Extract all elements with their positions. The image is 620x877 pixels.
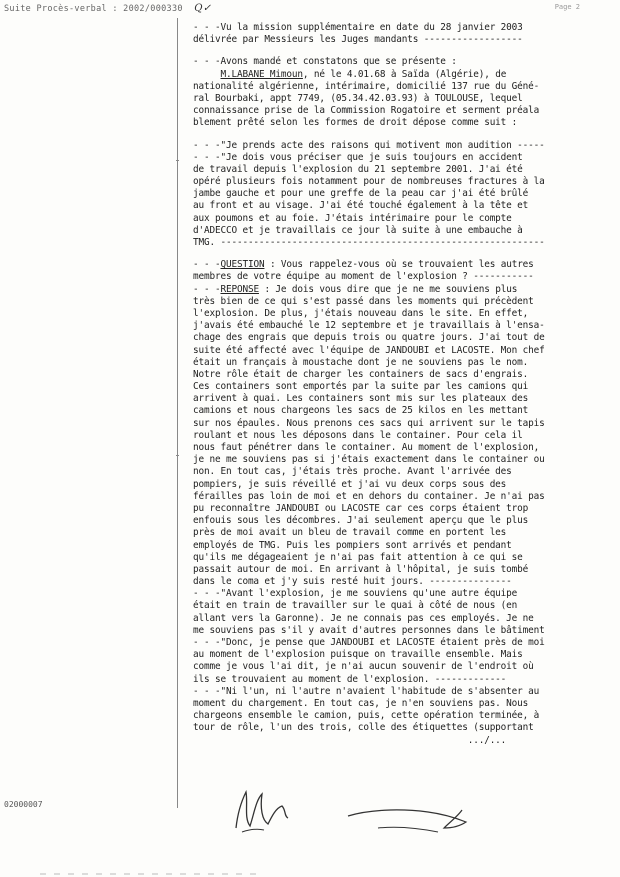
text-line: - - -REPONSE : Je dois vous dire que je ne me souviens plus	[193, 283, 518, 295]
text-line: suite été affecté avec l'équipe de JANDOUBI et LACOSTE. Mon chef	[193, 344, 545, 356]
margin-tick	[176, 160, 179, 161]
text-line: délivrée par Messieurs les Juges mandants ------------------	[193, 34, 523, 46]
text-line: chage des engrais que depuis trois ou quatre jours. J'ai tout de	[193, 332, 545, 344]
text-line: - - -Vu la mission supplémentaire en date du 28 janvier 2003	[193, 22, 523, 33]
margin-rule	[177, 18, 178, 808]
text-line: très bien de ce qui s'est passé dans les moments qui précèdent	[193, 295, 534, 307]
text-line: jambe gauche et pour une greffe de la peau car j'ai été brûlé	[193, 188, 529, 200]
text-line: camions et nous chargeons les sacs de 25 kilos en les mettant	[193, 405, 529, 417]
document-title: Suite Procès-verbal : 2002/000330 Q✓	[4, 3, 212, 14]
text-line: pompiers, je suis réveillé et j'ai vu deux corps sous des	[193, 478, 507, 490]
text-line: membres de votre équipe au moment de l'explosion ? -----------	[193, 271, 534, 283]
text-line: - - -"Je dois vous préciser que je suis toujours en accident	[193, 151, 523, 163]
text-line: - - -"Donc, je pense que JANDOUBI et LACOSTE étaient près de moi	[193, 637, 545, 648]
text-line: sur nos épaules. Nous prenons ces sacs qui arrivent sur le tapis	[193, 417, 545, 429]
text-line: - - -"Avant l'explosion, je me souviens qu'une autre équipe	[193, 588, 518, 600]
text-line: l'explosion. De plus, j'étais nouveau dans le site. En effet,	[193, 307, 529, 319]
text-line: moment du chargement. En tout cas, je n'en souviens pas. Nous	[193, 697, 529, 709]
page-reference: Page 2	[554, 3, 580, 11]
text-line: M.LABANE Mimoun, né le 4.01.68 à Saïda (Algérie), de	[220, 68, 507, 80]
text-line: chargeons ensemble le camion, puis, cette opération terminée, à	[193, 710, 540, 722]
text-line: au front et au visage. J'ai été touché également à la tête et	[193, 200, 529, 212]
scan-edge-artifact	[0, 867, 620, 877]
text-line: était un français à moustache dont je ne souviens pas le nom.	[193, 356, 529, 368]
text-line: qu'ils me dégageaient je n'ai pas fait attention à ce qui se	[193, 551, 523, 563]
statement-body	[193, 22, 613, 757]
text-line: de travail depuis l'explosion du 21 septembre 2001. J'ai été	[193, 163, 523, 175]
handwritten-initials: Q✓	[194, 3, 212, 14]
text-line: dans le coma et j'y suis resté huit jours. ---------------	[193, 576, 512, 588]
statement-paragraph	[193, 22, 613, 46]
text-line: - - -"Je prends acte des raisons qui motivent mon audition -----	[193, 139, 545, 151]
statement-paragraph	[193, 140, 613, 250]
text-line: connaissance prise de la Commission Rogatoire et serment préala	[193, 105, 540, 117]
text-line: nationalité algérienne, intérimaire, domicilié 137 rue du Géné-	[193, 80, 540, 92]
text-line: allant vers la Garonne). Je ne connais pas ces employés. Je ne	[193, 612, 534, 624]
text-line: ral Bourbaki, appt 7749, (05.34.42.03.93) à TOULOUSE, lequel	[193, 92, 523, 104]
text-line: était en train de travailler sur le quai à côté de nous (en	[193, 600, 518, 612]
text-line: .../...	[193, 734, 507, 746]
text-line: je ne me souviens pas si j'étais exactement dans le container ou	[193, 454, 545, 466]
statement-paragraph	[193, 56, 613, 129]
text-line: passait autour de moi. En arrivant à l'hôpital, je suis tombé	[193, 563, 529, 575]
text-line: férailles pas loin de moi et en dehors du container. Je n'ai pas	[193, 490, 545, 502]
text-line: blement prêté selon les formes de droit dépose comme suit :	[193, 117, 518, 129]
text-line: me souviens pas s'il y avait d'autres personnes dans le bâtiment	[193, 624, 545, 636]
text-line: opéré plusieurs fois notamment pour de nombreuses fractures à la	[193, 176, 545, 188]
text-line: aux poumons et au foie. J'étais intérimaire pour le compte	[193, 212, 512, 224]
text-line: TMG. -----------------------------------------------------------	[193, 237, 545, 248]
text-line: j'avais été embauché le 12 septembre et je travaillais à l'ensa-	[193, 320, 545, 332]
text-line: - - -Avons mandé et constatons que se présente :	[193, 56, 457, 68]
page-header	[4, 3, 612, 17]
text-line: comme je vous l'ai dit, je n'ai aucun souvenir de l'endroit où	[193, 661, 534, 673]
text-line: tour de rôle, l'un des trois, colle des étiquettes (supportant	[193, 722, 534, 734]
text-line: Ces containers sont emportés par la suite par les camions qui	[193, 381, 529, 393]
text-line: au moment de l'explosion puisque on travaille ensemble. Mais	[193, 649, 523, 661]
text-line: - - -"Ni l'un, ni l'autre n'avaient l'habitude de s'absenter au	[193, 685, 540, 697]
text-line: nous faut pénétrer dans le container. Au moment de l'explosion,	[193, 442, 540, 453]
text-line: roulant et nous les déposons dans le container. Pour cela il	[193, 429, 523, 441]
text-line: Notre rôle était de charger les containers de sacs d'engrais.	[193, 368, 529, 380]
statement-paragraph	[193, 259, 613, 747]
handwritten-signature-icon	[228, 770, 488, 840]
text-line: ils se trouvaient au moment de l'explosion. -------------	[193, 673, 507, 685]
text-line: - - -QUESTION : Vous rappelez-vous où se trouvaient les autres	[193, 259, 534, 271]
text-line: près de moi avait un bleu de travail comme en portent les	[193, 527, 507, 539]
margin-tick	[176, 455, 179, 456]
margin-number: 02000007	[4, 800, 43, 809]
text-line: arrivent à quai. Les containers sont mis sur les plateaux des	[193, 393, 529, 405]
text-line: non. En tout cas, j'étais très proche. Avant l'arrivée des	[193, 466, 512, 478]
text-line: enfouis sous les décombres. J'ai seulement aperçu que le plus	[193, 515, 529, 527]
text-line: pu reconnaître JANDOUBI ou LACOSTE car ces corps étaient trop	[193, 502, 529, 514]
text-line: employés de TMG. Puis les pompiers sont arrivés et pendant	[193, 539, 512, 551]
text-line: d'ADECCO et je travaillais ce jour là suite à une embauche à	[193, 224, 523, 236]
